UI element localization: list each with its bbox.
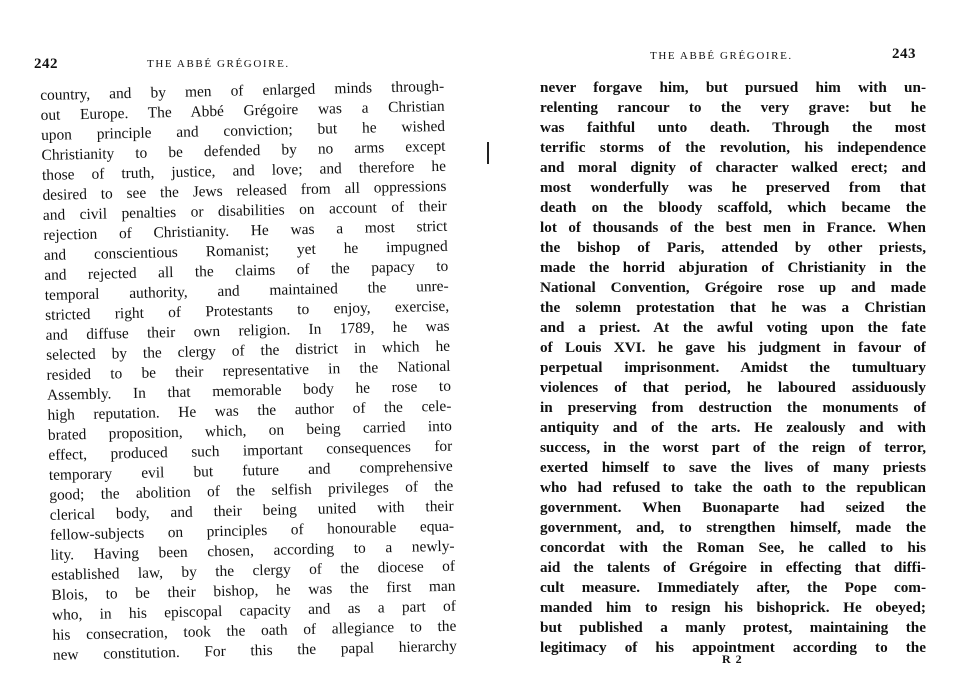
text-line: who had refused to take the oath to the republican <box>540 479 926 496</box>
text-line: the bishop of Paris, attended by other priests, <box>540 239 926 256</box>
text-line: antiquity and of the arts. He zealously and with <box>540 419 926 436</box>
text-line: and conscientious Romanist; yet he impugned <box>43 237 448 264</box>
body-text <box>40 77 457 666</box>
text-line: of Louis XVI. he gave his judgment in favour of <box>540 339 926 356</box>
text-line: government. When Buonaparte had seized the <box>540 499 926 516</box>
text-line: death on the bloody scaffold, which became the <box>540 199 926 216</box>
text-line: effect, produced such important consequences for <box>48 437 453 464</box>
gutter-mark <box>487 142 489 164</box>
text-line: his consecration, took the oath of allegiance to the <box>52 617 457 644</box>
text-line: country, and by men of enlarged minds through- <box>40 77 445 104</box>
text-line: terrific storms of the revolution, his independence <box>540 139 926 156</box>
text-line: high reputation. He was the author of the cele- <box>47 397 452 424</box>
text-line: in preserving from destruction the monuments of <box>540 399 926 416</box>
text-line: and rejected all the claims of the papacy to <box>44 257 449 284</box>
text-line: brated proposition, which, on being carried into <box>47 417 453 444</box>
text-line: temporal authority, and maintained the unre- <box>44 277 449 304</box>
text-line: aid the talents of Grégoire in effecting that diffi- <box>540 559 926 576</box>
text-line: lity. Having been chosen, according to a newly- <box>50 537 455 564</box>
text-line: exerted himself to save the lives of many priests <box>540 459 926 476</box>
text-line: resided to be their representative in the National <box>46 357 451 384</box>
text-line: desired to see the Jews released from all oppressions <box>42 177 447 204</box>
text-line: those of truth, justice, and love; and therefore he <box>41 157 447 184</box>
text-line: Christianity to be defended by no arms except <box>41 137 446 164</box>
text-line: Blois, to be their bishop, he was the first man <box>51 577 456 604</box>
text-line: and a priest. At the awful voting upon the fate <box>540 319 926 336</box>
page-number: 243 <box>892 46 916 62</box>
text-line: government, and, to strengthen himself, made the <box>540 519 926 536</box>
text-line: most wonderfully was he preserved from that <box>540 179 926 196</box>
text-line: cult measure. Immediately after, the Pope com- <box>540 579 926 596</box>
text-line: legitimacy of his appointment according to the <box>540 639 926 656</box>
text-line: upon principle and conviction; but he wished <box>40 117 446 144</box>
text-line: fellow-subjects on principles of honourable equa- <box>50 517 455 544</box>
text-line: relenting rancour to the very grave: but he <box>540 99 926 116</box>
text-line: stricted right of Protestants to enjoy, exercise, <box>45 297 450 324</box>
text-line: but published a manly protest, maintaining the <box>540 619 926 636</box>
text-line: Assembly. In that memorable body he rose to <box>46 377 452 404</box>
text-line: and civil penalties or disabilities on account of their <box>42 197 448 224</box>
text-line: temporary evil but future and comprehensive <box>48 457 453 484</box>
text-line: out Europe. The Abbé Grégoire was a Christian <box>40 97 445 124</box>
text-line: perpetual imprisonment. Amidst the tumultuary <box>540 359 926 376</box>
text-line: clerical body, and their being united with their <box>49 497 454 524</box>
text-line: and moral dignity of character walked erect; and <box>540 159 926 176</box>
text-line: established law, by the clergy of the diocese of <box>50 557 456 584</box>
text-line: rejection of Christianity. He was a most strict <box>43 217 448 244</box>
text-line: made the horrid abjuration of Christianity in the <box>540 259 926 276</box>
text-line: who, in his episcopal capacity and as a part of <box>51 597 457 624</box>
text-line: National Convention, Grégoire rose up and made <box>540 279 926 296</box>
text-line: manded him to resign his bishoprick. He obeyed; <box>540 599 926 616</box>
running-head: THE ABBÉ GRÉGOIRE. <box>650 50 793 62</box>
body-text <box>540 78 926 658</box>
text-line: success, in the worst part of the reign of terror, <box>540 439 926 456</box>
text-line: selected by the clergy of the district in which he <box>45 337 451 364</box>
page-number: 242 <box>34 56 58 72</box>
text-line: good; the abolition of the selfish privileges of the <box>49 477 454 504</box>
text-line: lot of thousands of the best men in France. When <box>540 219 926 236</box>
text-line: was faithful unto death. Through the most <box>540 119 926 136</box>
text-line: never forgave him, but pursued him with un- <box>540 79 926 96</box>
text-line: and diffuse their own religion. In 1789, he was <box>45 317 450 344</box>
text-line: the solemn protestation that he was a Christian <box>540 299 926 316</box>
right-page <box>490 0 980 684</box>
running-head: THE ABBÉ GRÉGOIRE. <box>147 58 290 70</box>
signature-mark: R 2 <box>722 652 743 666</box>
left-page <box>0 0 480 684</box>
text-line: new constitution. For this the papal hierarchy <box>52 637 458 664</box>
text-line: concordat with the Roman See, he called to his <box>540 539 926 556</box>
text-line: violences of that period, he laboured assiduously <box>540 379 926 396</box>
